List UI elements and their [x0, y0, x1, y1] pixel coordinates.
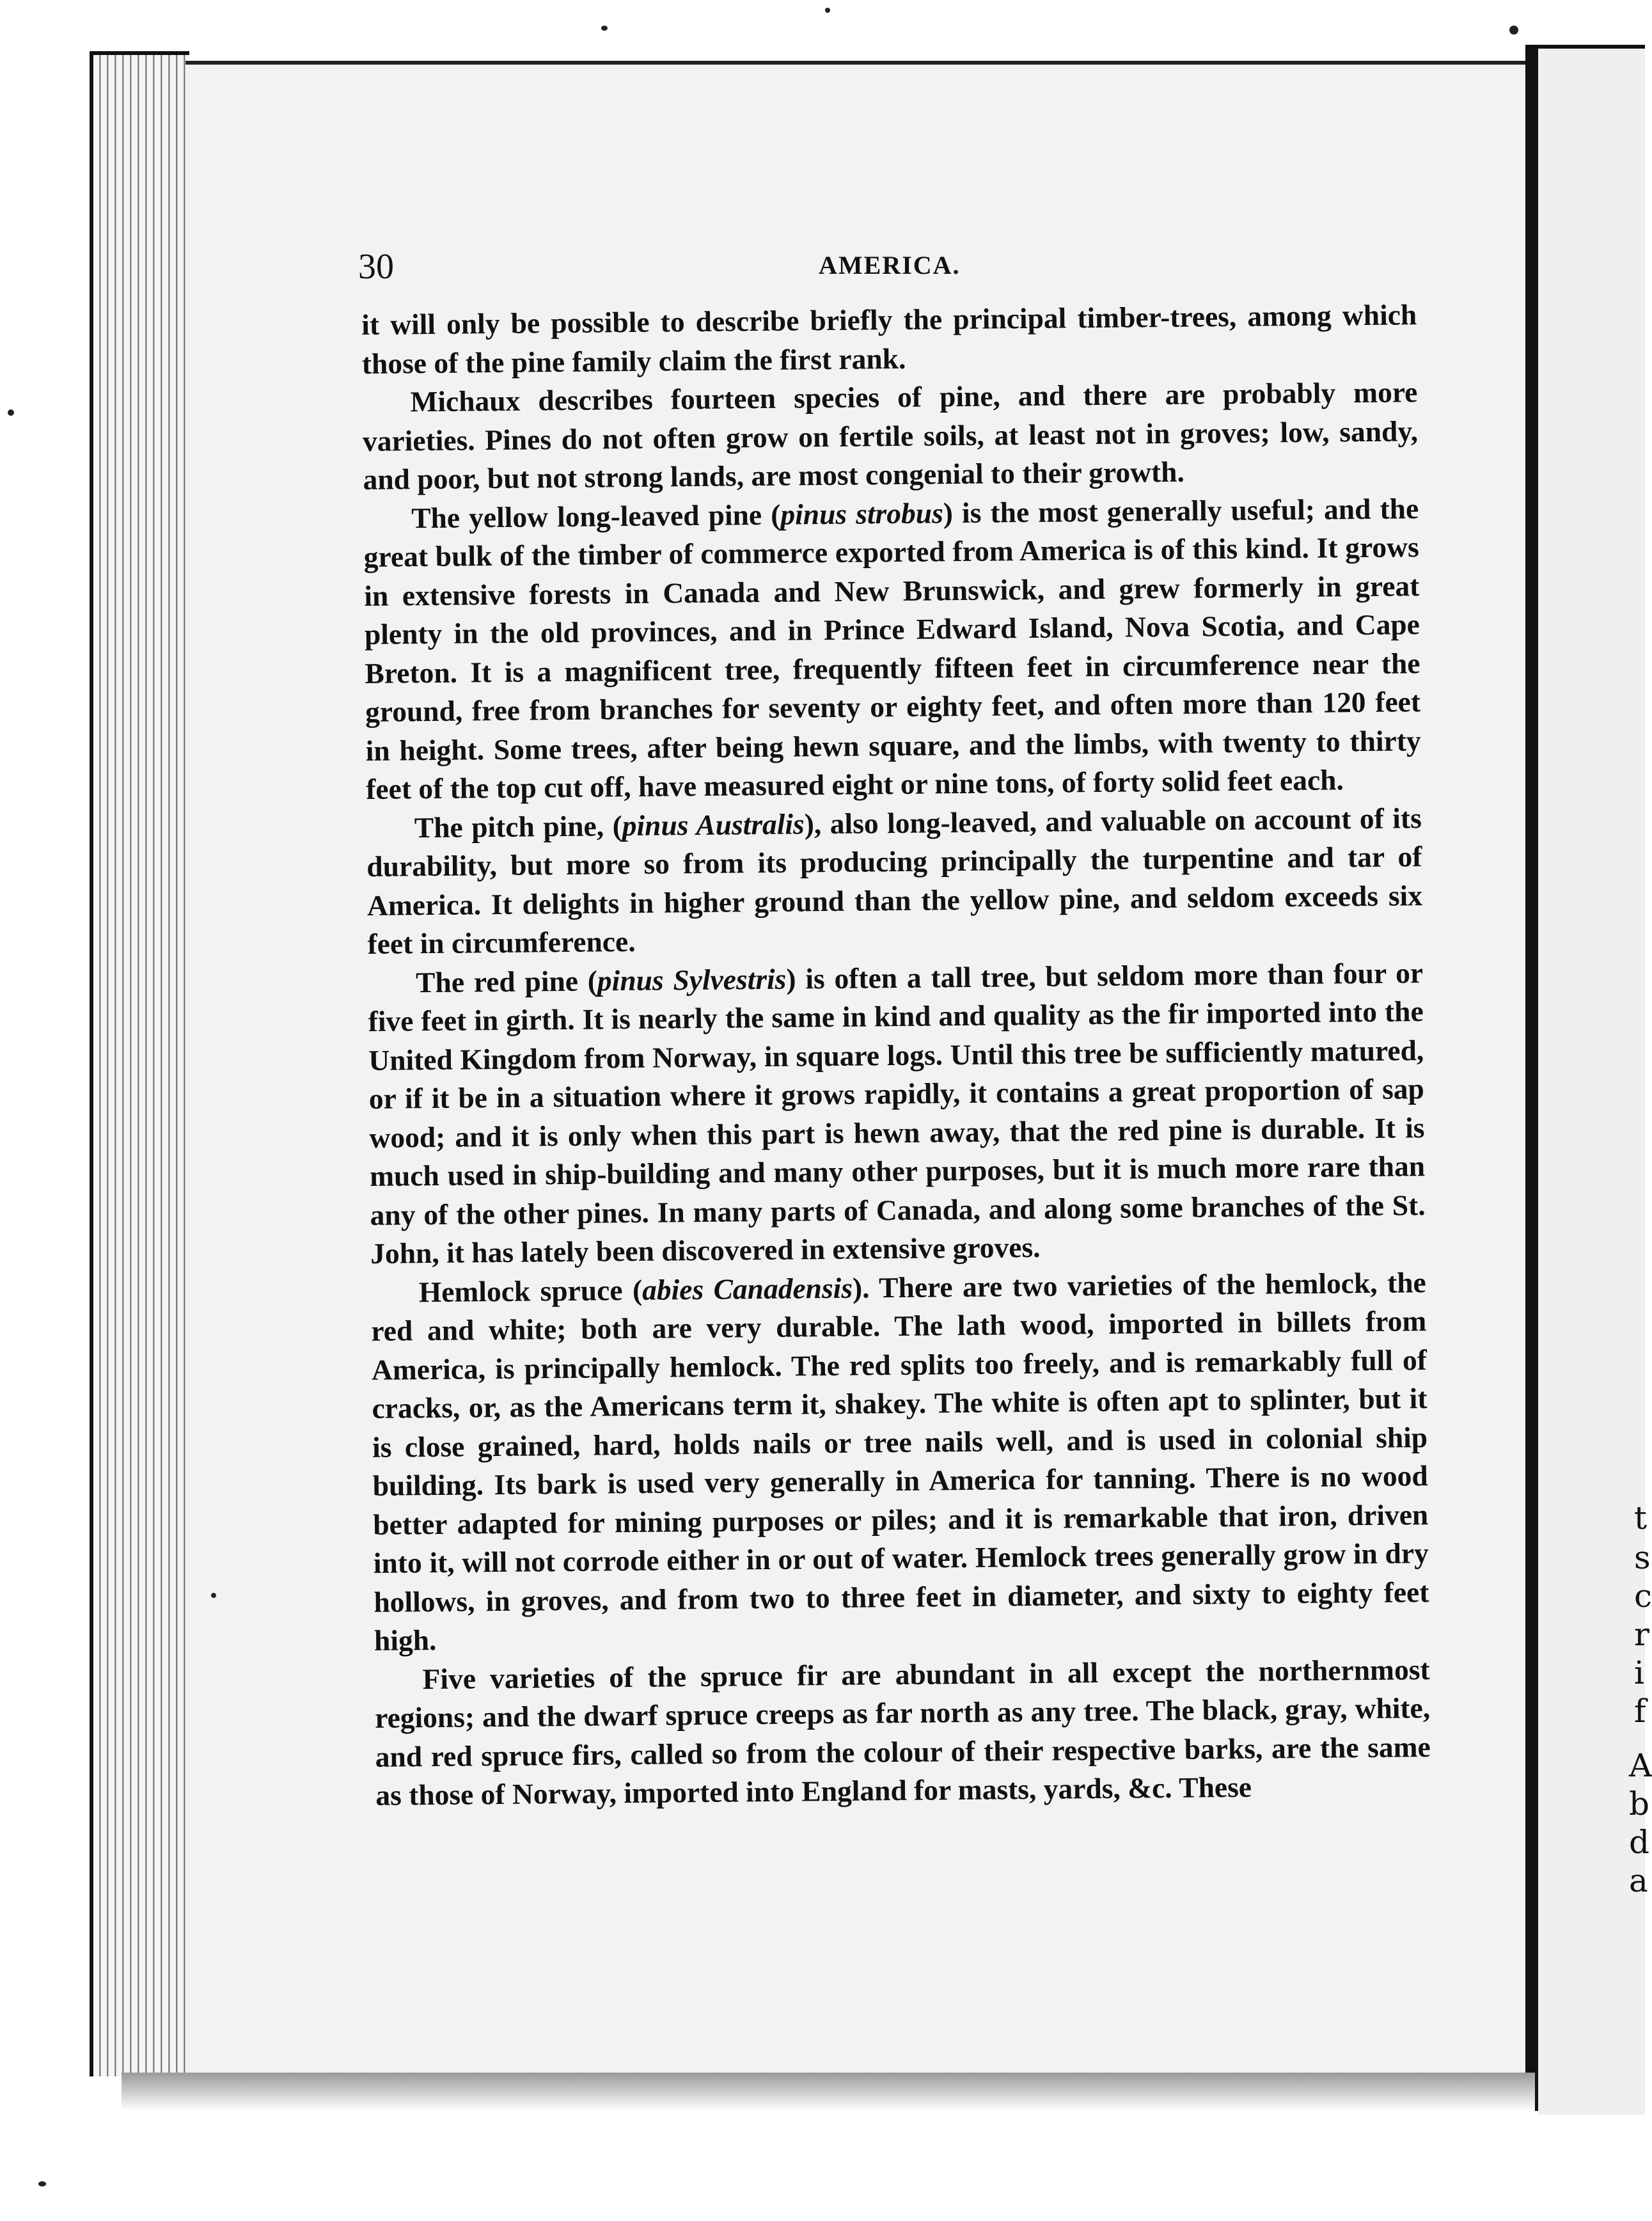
text-run: Michaux describes fourteen species of pine, and there are probably more varieties. Pines do not often grow on fertile soils, at least not in groves; low, sandy, and poor, but not strong lands, are most congenial to their growth.	[362, 375, 1419, 496]
page-number: 30	[358, 247, 394, 287]
page-header	[358, 246, 1413, 291]
facing-page-letter: c	[1634, 1577, 1652, 1615]
scan-speck	[38, 2181, 46, 2186]
text-run: The red pine (	[415, 964, 598, 999]
facing-page-letter: t	[1634, 1499, 1648, 1537]
latin-species-name: pinus Australis	[622, 807, 805, 842]
facing-page-letter: A	[1629, 1747, 1652, 1784]
scan-speck	[601, 26, 608, 31]
scan-speck	[8, 409, 14, 416]
body-text	[361, 296, 1431, 1815]
facing-page-letter: f	[1634, 1693, 1646, 1730]
paragraph	[368, 954, 1426, 1274]
page-bottom-shadow	[122, 2073, 1535, 2111]
paragraph	[374, 1650, 1431, 1815]
latin-species-name: pinus Sylvestris	[597, 962, 787, 997]
facing-page-letter: b	[1629, 1785, 1650, 1822]
page-edge-stack	[90, 51, 189, 2076]
paragraph	[371, 1263, 1430, 1661]
text-run: ). There are two varieties of the hemlock, the red and white; both are very durable. The lath wood, imported in billets from America, is principally hemlock. The red splits too freely, and is remarkably full of cracks, or, as the Americans term it, shakey. The white is often apt to splinter, but it is close grained, hard, holds nails or tree nails well, and is used in colonial ship building. Its bark is used very generally in America for tanning. There is no wood better adapted for mining purposes or piles; and it is remarkable that iron, driven into it, will not corrode either in or out of water. Hemlock trees generally grow in dry hollows, in groves, and from two to three feet in diameter, and sixty to eighty feet high.	[371, 1265, 1429, 1657]
facing-page-letter: d	[1629, 1824, 1650, 1861]
running-head: AMERICA.	[819, 251, 961, 280]
paragraph	[363, 489, 1422, 809]
paragraph	[366, 799, 1423, 964]
text-run: ) is often a tall tree, but seldom more than four or five feet in girth. It is nearly the same in kind and quality as the fir imported into the United Kingdom from Norway, in square logs. Until this tree be sufficiently matured, or if it be in a situation where it grows rapidly, it contains a great proportion of sap wood; and it is only when this part is hewn away, that the red pine is durable. It is much used in ship-building and many other purposes, but it is much more rare than any of the other pines. In many parts of Canada, and along some branches of the St. John, it has lately been discovered in extensive groves.	[368, 956, 1426, 1270]
scan-speck	[825, 8, 830, 13]
paragraph	[361, 296, 1417, 383]
facing-page-fragment	[1538, 45, 1652, 2115]
facing-page-letter: r	[1634, 1616, 1649, 1653]
book-gutter	[1525, 45, 1538, 2111]
text-run: ), also long-leaved, and valuable on account of its durability, but more so from its producing principally the turpentine and tar of America. It delights in higher ground than the yellow pine, and seldom exceeds six feet in circumference.	[366, 801, 1423, 960]
facing-page-letter: s	[1634, 1539, 1651, 1576]
paragraph	[362, 373, 1419, 499]
text-run: The pitch pine, (	[414, 809, 623, 844]
text-run: The yellow long-leaved pine (	[411, 498, 781, 534]
text-run: Hemlock spruce (	[418, 1273, 643, 1308]
facing-page-letter: i	[1634, 1654, 1644, 1691]
text-run: ) is the most generally useful; and the great bulk of the timber of commerce exported from America is of this kind. It grows in extensive forests in Canada and New Brunswick, and grew formerly in great plenty in the old provinces, and in Prince Edward Island, Nova Scotia, and Cape Breton. It is a magnificent tree, frequently fifteen feet in circumference near the ground, free from branches for seventy or eighty feet, and often more than 120 feet in height. Some trees, after being hewn square, and the limbs, with twenty to thirty feet of the top cut off, have measured eight or nine tons, of forty solid feet each.	[363, 491, 1421, 805]
scan-speck	[1509, 26, 1518, 35]
latin-species-name: pinus strobus	[780, 496, 943, 531]
latin-species-name: abies Canadensis	[641, 1271, 853, 1306]
text-run: Five varieties of the spruce fir are abundant in all except the northernmost regions; and the dwarf spruce creeps as far north as any tree. The black, gray, white, and red spruce firs, called so from the colour of their respective barks, are the same as those of Norway, imported into England for masts, yards, &c. These	[374, 1652, 1431, 1812]
scan-speck	[211, 1593, 216, 1598]
facing-page-letter: a	[1629, 1862, 1648, 1899]
text-run: it will only be possible to describe briefly the principal timber-trees, among which those of the pine family claim the first rank.	[361, 298, 1417, 380]
